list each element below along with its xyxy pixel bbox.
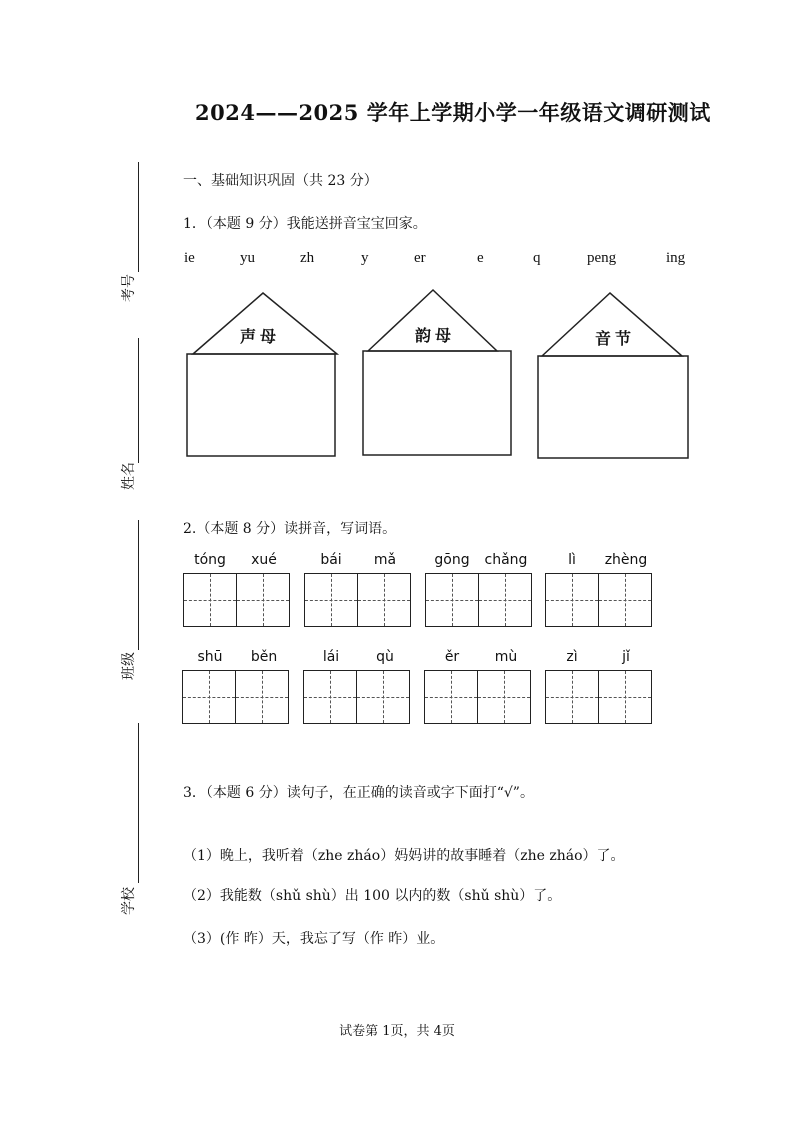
question-1-text: 1．（本题 9 分）我能送拼音宝宝回家。 xyxy=(183,216,427,232)
tianzige-cell[interactable] xyxy=(425,573,479,627)
houses-drawing xyxy=(0,0,794,470)
house-label-yinjie: 音节 xyxy=(595,329,636,348)
tianzige-pair[interactable] xyxy=(424,670,531,724)
grid-pinyin: xué xyxy=(251,552,277,568)
tianzige-cell[interactable] xyxy=(235,670,289,724)
tianzige-cell[interactable] xyxy=(545,670,599,724)
question-3-text: 3．（本题 6 分）读句子，在正确的读音或字下面打“√”。 xyxy=(183,785,534,801)
pinyin-item: peng xyxy=(587,250,617,266)
tianzige-cell[interactable] xyxy=(598,670,652,724)
grid-pinyin: zì xyxy=(566,649,578,665)
grid-pinyin: bái xyxy=(320,552,342,568)
pinyin-item: y xyxy=(361,250,369,266)
grid-pinyin: jǐ xyxy=(622,649,630,665)
sentence-1: （1）晚上，我听着（zhe zháo）妈妈讲的故事睡着（zhe zháo）了。 xyxy=(183,848,625,864)
page-footer: 试卷第 1页，共 4页 xyxy=(339,1024,455,1039)
tianzige-cell[interactable] xyxy=(303,670,357,724)
binding-line xyxy=(138,723,139,883)
pinyin-item: ie xyxy=(184,250,195,266)
pinyin-item: zh xyxy=(300,250,315,266)
tianzige-cell[interactable] xyxy=(183,573,237,627)
school-label: 学校 xyxy=(121,887,137,915)
exam-number-label: 考号 xyxy=(121,274,137,302)
pinyin-item: ing xyxy=(666,250,686,266)
house-label-yunmu: 韵母 xyxy=(415,326,456,345)
grid-pinyin: zhèng xyxy=(604,552,648,568)
grid-pinyin: ěr xyxy=(444,649,460,665)
house-yinjie xyxy=(538,293,688,458)
sentence-2: （2）我能数（shǔ shù）出 100 以内的数（shǔ shù）了。 xyxy=(183,888,562,904)
tianzige-pair[interactable] xyxy=(183,573,290,627)
sentence-3: （3）(作 昨）天，我忘了写（作 昨）业。 xyxy=(183,931,445,947)
grid-pinyin: mù xyxy=(494,649,518,665)
tianzige-cell[interactable] xyxy=(598,573,652,627)
tianzige-pair[interactable] xyxy=(545,573,652,627)
tianzige-cell[interactable] xyxy=(182,670,236,724)
grid-pinyin: mǎ xyxy=(373,552,397,568)
grid-pinyin: běn xyxy=(250,649,278,665)
pinyin-item: yu xyxy=(240,250,255,266)
grid-pinyin: gōng xyxy=(434,552,470,568)
tianzige-cell[interactable] xyxy=(304,573,358,627)
name-label: 姓名 xyxy=(121,462,137,490)
tianzige-cell[interactable] xyxy=(236,573,290,627)
tianzige-pair[interactable] xyxy=(545,670,652,724)
tianzige-cell[interactable] xyxy=(424,670,478,724)
tianzige-pair[interactable] xyxy=(304,573,411,627)
pinyin-item: er xyxy=(414,250,426,266)
grid-pinyin: lì xyxy=(568,552,576,568)
grid-pinyin: tóng xyxy=(194,552,226,568)
tianzige-cell[interactable] xyxy=(478,573,532,627)
tianzige-cell[interactable] xyxy=(545,573,599,627)
house-shengmu xyxy=(187,293,337,456)
grid-pinyin: chǎng xyxy=(484,552,528,568)
class-label: 班级 xyxy=(121,652,137,680)
house-yunmu xyxy=(363,290,511,455)
grid-pinyin: lái xyxy=(322,649,340,665)
house-label-shengmu: 声母 xyxy=(240,327,281,346)
tianzige-cell[interactable] xyxy=(357,573,411,627)
tianzige-cell[interactable] xyxy=(356,670,410,724)
question-2-text: 2.（本题 8 分）读拼音，写词语。 xyxy=(183,521,397,537)
grid-pinyin: qù xyxy=(376,649,394,665)
tianzige-pair[interactable] xyxy=(425,573,532,627)
page-title: 2024——2025 学年上学期小学一年级语文调研测试 xyxy=(195,100,711,125)
tianzige-cell[interactable] xyxy=(477,670,531,724)
pinyin-item: e xyxy=(477,250,484,266)
section-heading: 一、基础知识巩固（共 23 分） xyxy=(183,173,378,189)
binding-line xyxy=(138,520,139,650)
tianzige-pair[interactable] xyxy=(182,670,289,724)
grid-pinyin: shū xyxy=(197,649,223,665)
tianzige-pair[interactable] xyxy=(303,670,410,724)
pinyin-item: q xyxy=(533,250,541,266)
